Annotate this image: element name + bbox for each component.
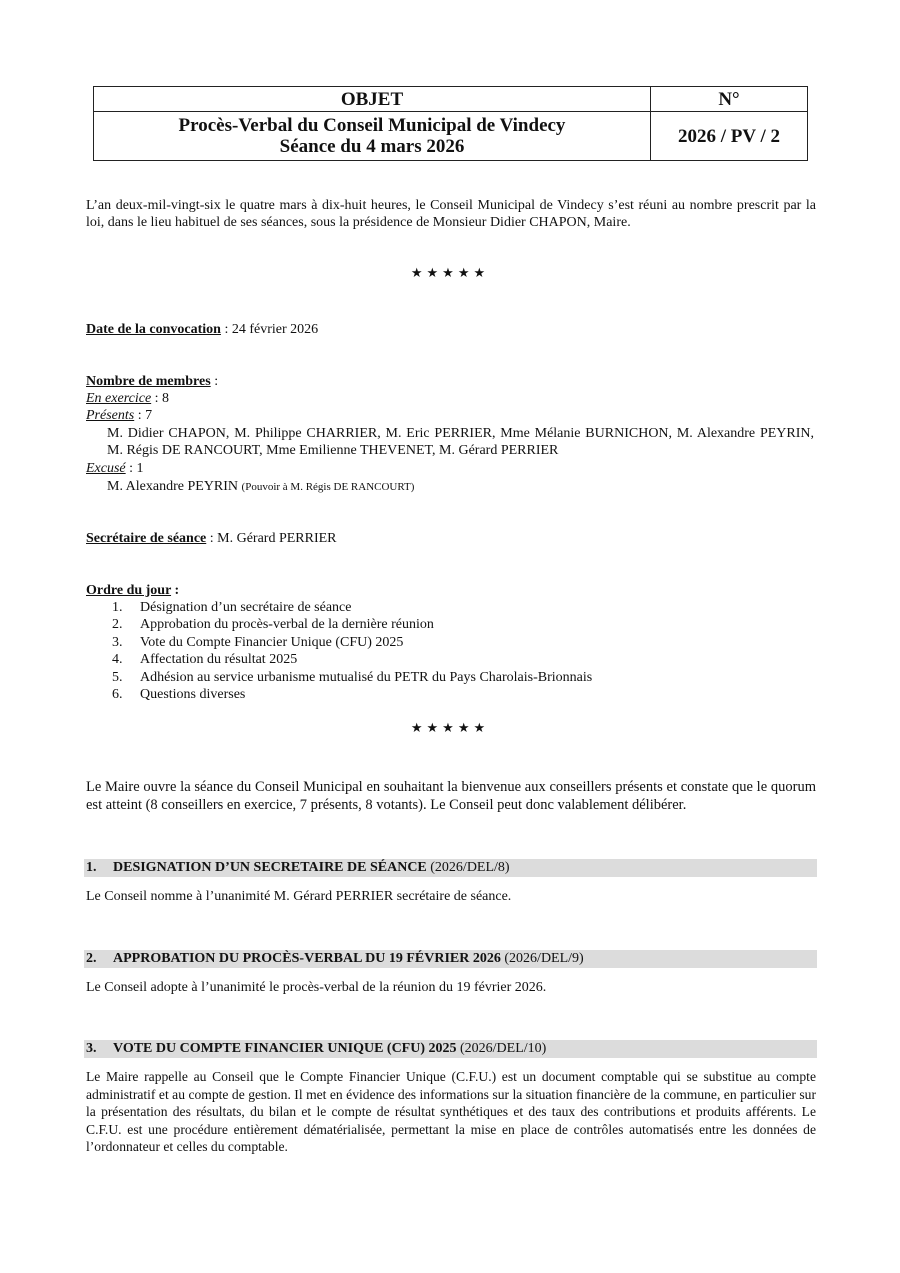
header-table <box>93 86 808 161</box>
ordre-item-num: 5. <box>112 670 123 685</box>
excuse-label: Excusé <box>86 461 126 476</box>
membres-label-suffix: : <box>210 374 219 389</box>
title-line-1: Procès-Verbal du Conseil Municipal de Vindecy <box>178 115 566 136</box>
section-heading: APPROBATION DU PROCÈS-VERBAL DU 19 FÉVRIER 2026 <box>113 951 501 966</box>
convocation-line <box>86 321 318 338</box>
ordre-item-text: Adhésion au service urbanisme mutualisé du PETR du Pays Charolais-Brionnais <box>140 670 593 685</box>
section-number: 1. <box>86 860 97 875</box>
section-body: Le Maire rappelle au Conseil que le Compte Financier Unique (C.F.U.) est un document comptable qui se substitue au compte administratif et au compte de gestion. Il met en évidence des informations sur la situation financière de la commune, en particulier sur la présentation des résultats, du bilan et le compte de résultat synthétiques et des taux des contributions et produits afférents. Le C.F.U. est une procédure entièrement dématérialisée, permettant la mise en place de contrôles automatisés entre les données de l’ordonnateur et celles du comptable. <box>86 1069 816 1155</box>
ordre-item <box>112 616 434 633</box>
title-line-2: Séance du 4 mars 2026 <box>279 136 465 157</box>
ordre-item-text: Approbation du procès-verbal de la dernière réunion <box>140 617 434 632</box>
ordre-item <box>112 651 297 668</box>
ordre-item-text: Vote du Compte Financier Unique (CFU) 2025 <box>140 635 404 650</box>
section-ref: (2026/DEL/9) <box>500 951 584 966</box>
ordre-item <box>112 686 245 703</box>
section-title <box>86 1040 546 1058</box>
ordre-du-jour-label: Ordre du jour <box>86 583 172 598</box>
ordre-item-text: Affectation du résultat 2025 <box>140 652 298 667</box>
ordre-item <box>112 669 592 686</box>
numero-label: N° <box>651 87 808 112</box>
presents-line <box>86 407 152 424</box>
exercice-value: : 8 <box>151 391 170 406</box>
exercice-label: En exercice <box>86 391 152 406</box>
section-number: 2. <box>86 951 97 966</box>
ouverture-paragraph: Le Maire ouvre la séance du Conseil Municipal en souhaitant la bienvenue aux conseillers présents et constate que le quorum est atteint (8 conseillers en exercice, 7 présents, 8 votants). Le Conseil peut donc valablement délibérer. <box>86 779 816 813</box>
objet-label: OBJET <box>94 87 651 112</box>
secretaire-line <box>86 530 337 547</box>
presents-value: : 7 <box>134 408 153 423</box>
section-number: 3. <box>86 1041 97 1056</box>
excuse-name: M. Alexandre PEYRIN <box>107 479 239 494</box>
section-ref: (2026/DEL/8) <box>426 860 510 875</box>
convocation-value: : 24 février 2026 <box>220 322 319 337</box>
stars-separator-2: ★★★★★ <box>410 720 490 735</box>
excuse-line <box>86 460 144 477</box>
section-heading: VOTE DU COMPTE FINANCIER UNIQUE (CFU) 2025 <box>113 1041 457 1056</box>
intro-paragraph: L’an deux-mil-vingt-six le quatre mars à dix-huit heures, le Conseil Municipal de Vindecy s’est réuni au nombre prescrit par la loi, dans le lieu habituel de ses séances, sous la présidence de Monsieur Didier CHAPON, Maire. <box>86 198 816 230</box>
ordre-item-text: Questions diverses <box>140 687 246 702</box>
presents-names: M. Didier CHAPON, M. Philippe CHARRIER, M. Eric PERRIER, Mme Mélanie BURNICHON, M. Alexandre PEYRIN, M. Régis DE RANCOURT, Mme Emilienne THEVENET, M. Gérard PERRIER <box>107 426 814 458</box>
excuse-value: : 1 <box>125 461 144 476</box>
section-title <box>86 950 584 968</box>
document-title <box>94 112 651 161</box>
convocation-label: Date de la convocation <box>86 322 221 337</box>
section-ref: (2026/DEL/10) <box>456 1041 547 1056</box>
section-title <box>86 859 510 877</box>
ordre-item-num: 6. <box>112 687 123 702</box>
ordre-du-jour-heading <box>86 582 179 599</box>
secretaire-label: Secrétaire de séance <box>86 531 207 546</box>
ordre-item-num: 3. <box>112 635 123 650</box>
ordre-item-num: 1. <box>112 600 123 615</box>
ordre-item-num: 4. <box>112 652 123 667</box>
excuse-detail <box>107 478 414 496</box>
section-body: Le Conseil nomme à l’unanimité M. Gérard PERRIER secrétaire de séance. <box>86 889 512 904</box>
section-heading: DESIGNATION D’UN SECRETAIRE DE SÉANCE <box>113 860 427 875</box>
stars-separator-1: ★★★★★ <box>410 265 490 280</box>
ordre-item <box>112 634 403 651</box>
secretaire-value: : M. Gérard PERRIER <box>206 531 337 546</box>
excuse-pouvoir: (Pouvoir à M. Régis DE RANCOURT) <box>241 481 415 493</box>
ordre-item-num: 2. <box>112 617 123 632</box>
ordre-item-text: Désignation d’un secrétaire de séance <box>140 600 352 615</box>
numero-value: 2026 / PV / 2 <box>651 112 808 161</box>
ordre-du-jour-suffix: : <box>171 583 180 598</box>
membres-label: Nombre de membres <box>86 374 211 389</box>
exercice-line <box>86 390 169 407</box>
presents-label: Présents <box>86 408 135 423</box>
section-body: Le Conseil adopte à l’unanimité le procès-verbal de la réunion du 19 février 2026. <box>86 980 547 995</box>
membres-heading <box>86 373 218 390</box>
ordre-item <box>112 599 351 616</box>
